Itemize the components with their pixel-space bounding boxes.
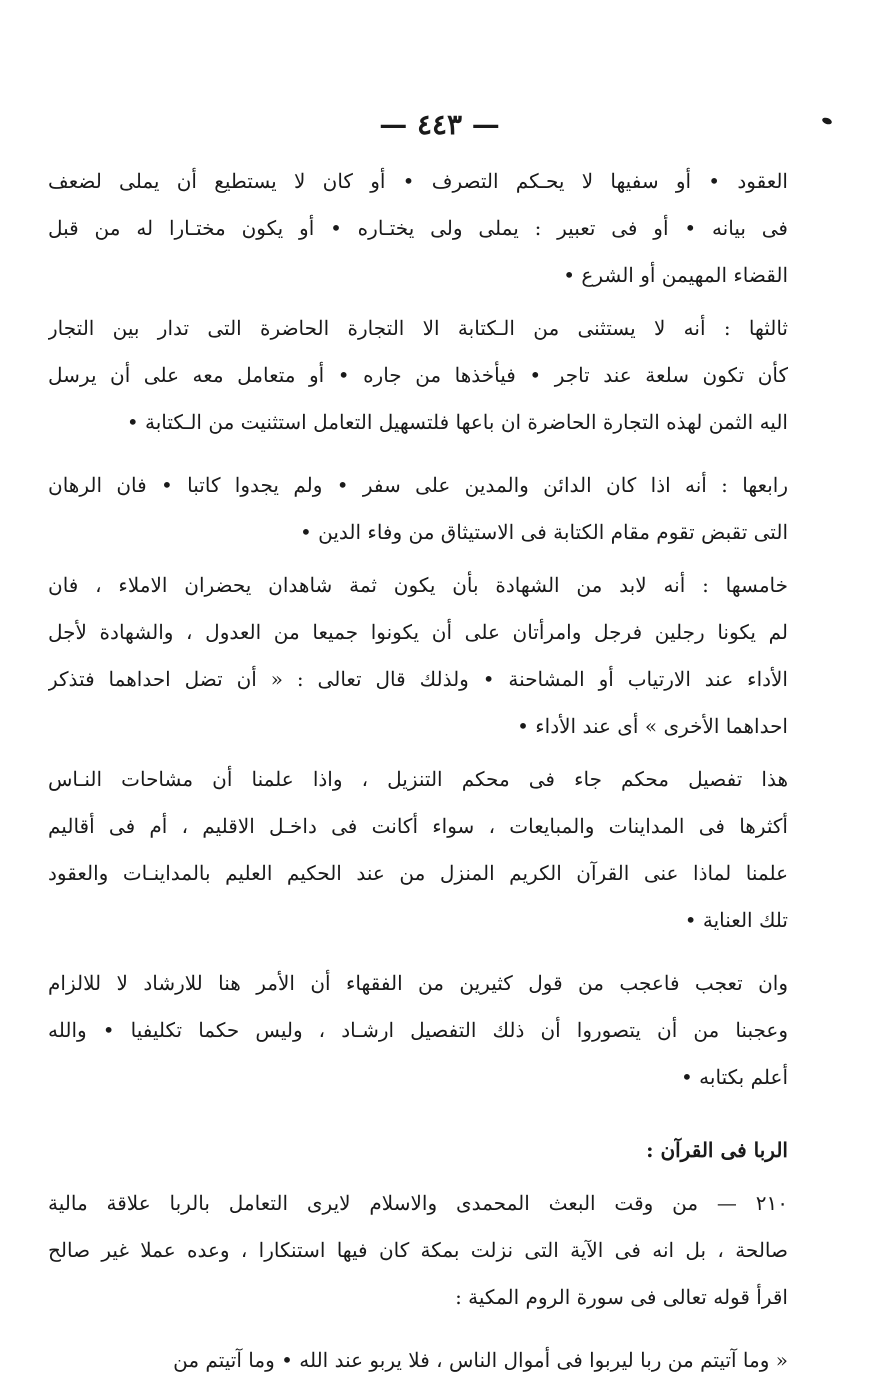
text-line: احداهما الأخرى » أى عند الأداء • — [517, 714, 788, 738]
paragraph — [48, 756, 788, 944]
text-line: علمنا لماذا عنى القرآن الكريم المنزل من عند الحكيم العليم بالمداينـات والعقود — [48, 861, 788, 885]
text-line: صالحة ، بل انه فى الآية التى نزلت بمكة كان فيها استنكارا ، وعده عملا غير صالح — [48, 1238, 788, 1262]
text-line: خامسها : أنه لابد من الشهادة بأن يكون ثمة شاهدان يحضران الاملاء ، فان — [48, 573, 788, 597]
text-line: هذا تفصيل محكم جاء فى محكم التنزيل ، واذا علمنا أن مشاحات النـاس — [48, 767, 788, 791]
text-line: « وما آتيتم من ربا ليربوا فى أموال الناس ، فلا يربو عند الله • وما آتيتم من — [173, 1348, 788, 1372]
paragraph — [48, 562, 788, 750]
text-line: العقود • أو سفيها لا يحـكم التصرف • أو كان لا يستطيع أن يملى لضعف — [48, 169, 788, 193]
text-line: أعلم بكتابه • — [681, 1065, 788, 1089]
text-line: ثالثها : أنه لا يستثنى من الـكتابة الا التجارة الحاضرة التى تدار بين التجار — [48, 316, 788, 340]
paragraph — [48, 1180, 788, 1321]
section-heading — [48, 1127, 788, 1174]
text-line: اليه الثمن لهذه التجارة الحاضرة ان باعها فلتسهيل التعامل استثنيت من الـكتابة • — [126, 410, 788, 434]
paragraph-gap — [48, 944, 788, 960]
paragraph — [48, 305, 788, 446]
text-line: لم يكونا رجلين فرجل وامرأتان على أن يكونوا جميعا من العدول ، والشهادة لأجل — [48, 620, 788, 644]
paragraph — [48, 960, 788, 1101]
text-line: الربا فى القرآن : — [646, 1138, 788, 1162]
text-line: كأن تكون سلعة عند تاجر • فيأخذها من جاره • أو متعامل معه على أن يرسل — [48, 363, 788, 387]
text-line: اقرأ قوله تعالى فى سورة الروم المكية : — [455, 1285, 788, 1309]
paragraph-gap — [48, 446, 788, 462]
text-line: التى تقبض تقوم مقام الكتابة فى الاستيثاق من وفاء الدين • — [299, 520, 788, 544]
paragraph — [48, 462, 788, 556]
paragraph-gap — [48, 1321, 788, 1337]
page-number: — ٤٤٣ — — [379, 108, 500, 141]
text-line: أكثرها فى المداينات والمبايعات ، سواء أكانت فى داخـل الاقليم ، أم فى أقاليم — [48, 814, 788, 838]
paragraph-gap — [48, 1101, 788, 1127]
text-line: القضاء المهيمن أو الشرع • — [563, 263, 788, 287]
text-line: رابعها : أنه اذا كان الدائن والمدين على سفر • ولم يجدوا كاتبا • فان الرهان — [48, 473, 788, 497]
text-line: وان تعجب فاعجب من قول كثيرين من الفقهاء أن الأمر هنا للارشاد لا للالزام — [48, 971, 788, 995]
text-line: تلك العناية • — [684, 908, 788, 932]
text-line: الأداء عند الارتياب أو المشاحنة • ولذلك قال تعالى : « أن تضل احداهما فتذكر — [48, 667, 788, 691]
text-line: ٢١٠ — من وقت البعث المحمدى والاسلام لايرى التعامل بالربا علاقة مالية — [48, 1191, 788, 1215]
text-line: فى بيانه • أو فى تعبير : يملى ولى يختـاره • أو يكون مختـارا له من قبل — [48, 216, 788, 240]
paragraph — [48, 158, 788, 299]
document-body — [48, 158, 788, 1384]
text-line: وعجبنا من أن يتصوروا أن ذلك التفصيل ارشـاد ، وليس حكما تكليفيا • والله — [48, 1018, 788, 1042]
